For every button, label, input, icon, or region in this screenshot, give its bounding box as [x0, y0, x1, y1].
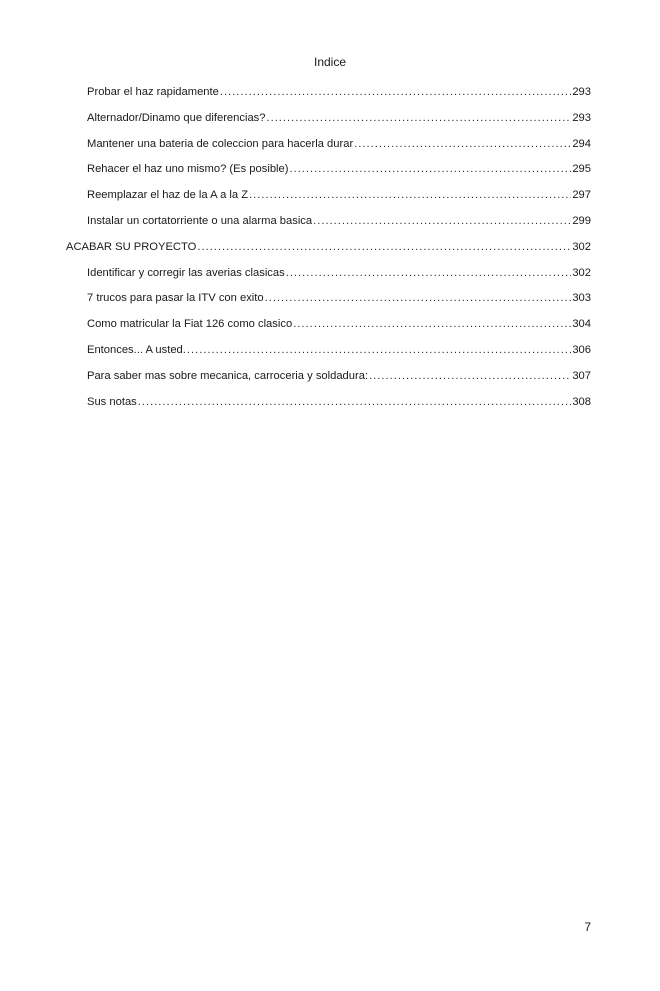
toc-entry-title: Para saber mas sobre mecanica, carroceria y soldadura:: [87, 369, 369, 382]
toc-entry-title: Como matricular la Fiat 126 como clasico: [87, 318, 293, 331]
dot-leader: [369, 370, 571, 382]
toc-section-title: ACABAR SU PROYECTO: [66, 240, 197, 253]
dot-leader: [265, 292, 572, 304]
toc-section-entry[interactable]: [66, 241, 591, 267]
toc-entry-title: Probar el haz rapidamente: [87, 86, 219, 98]
toc-entry-title: Sus notas: [87, 395, 137, 408]
toc-entry-title: Reemplazar el haz de la A a la Z: [87, 189, 249, 202]
toc-entry[interactable]: [66, 163, 591, 189]
toc-entry-page: 307: [572, 369, 591, 382]
toc-entry[interactable]: [66, 86, 591, 112]
dot-leader: [289, 163, 571, 175]
toc-entry-page: 308: [572, 395, 591, 408]
dot-leader: [249, 189, 571, 201]
toc-section-page: 302: [572, 240, 591, 253]
dot-leader: [313, 215, 571, 227]
toc-entry[interactable]: [66, 396, 591, 422]
toc-entry-page: 293: [572, 86, 591, 98]
toc-entry[interactable]: [66, 138, 591, 164]
dot-leader: [266, 112, 571, 124]
dot-leader: [138, 396, 572, 408]
toc-entry-page: 306: [572, 343, 591, 356]
dot-leader: [286, 267, 572, 279]
toc-entry-page: 304: [572, 318, 591, 331]
toc-entry-page: 293: [572, 111, 591, 124]
page-header-title: Indice: [313, 55, 347, 69]
toc-entry-title: Rehacer el haz uno mismo? (Es posible): [87, 163, 289, 176]
toc-entry[interactable]: [66, 318, 591, 344]
toc-entry-title: Identificar y corregir las averias clasicas: [87, 266, 285, 279]
toc-entry[interactable]: [66, 189, 591, 215]
toc-entry[interactable]: [66, 370, 591, 396]
dot-leader: [293, 318, 571, 330]
toc-entry[interactable]: [66, 267, 591, 293]
toc-entry-title: 7 trucos para pasar la ITV con exito: [87, 292, 264, 305]
dot-leader: [197, 241, 571, 253]
toc-entry[interactable]: [66, 292, 591, 318]
toc-entry[interactable]: [66, 215, 591, 241]
dot-leader: [187, 344, 571, 356]
toc-entry-title: Entonces... A usted.: [87, 343, 186, 356]
toc-entry-title: Instalar un cortatorriente o una alarma basica: [87, 214, 313, 227]
page-number: 7: [584, 920, 591, 934]
toc-entry[interactable]: [66, 112, 591, 138]
toc-entry-page: 302: [572, 266, 591, 279]
toc-entry-page: 295: [572, 163, 591, 176]
toc-entry-page: 303: [572, 292, 591, 305]
table-of-contents: [66, 86, 591, 421]
toc-entry-page: 294: [572, 137, 591, 150]
toc-entry-title: Alternador/Dinamo que diferencias?: [87, 111, 266, 124]
toc-entry-title: Mantener una bateria de coleccion para hacerla durar: [87, 137, 354, 150]
toc-entry-page: 299: [572, 214, 591, 227]
toc-entry-page: 297: [572, 189, 591, 202]
dot-leader: [220, 86, 571, 98]
toc-entry[interactable]: [66, 344, 591, 370]
dot-leader: [354, 138, 571, 150]
